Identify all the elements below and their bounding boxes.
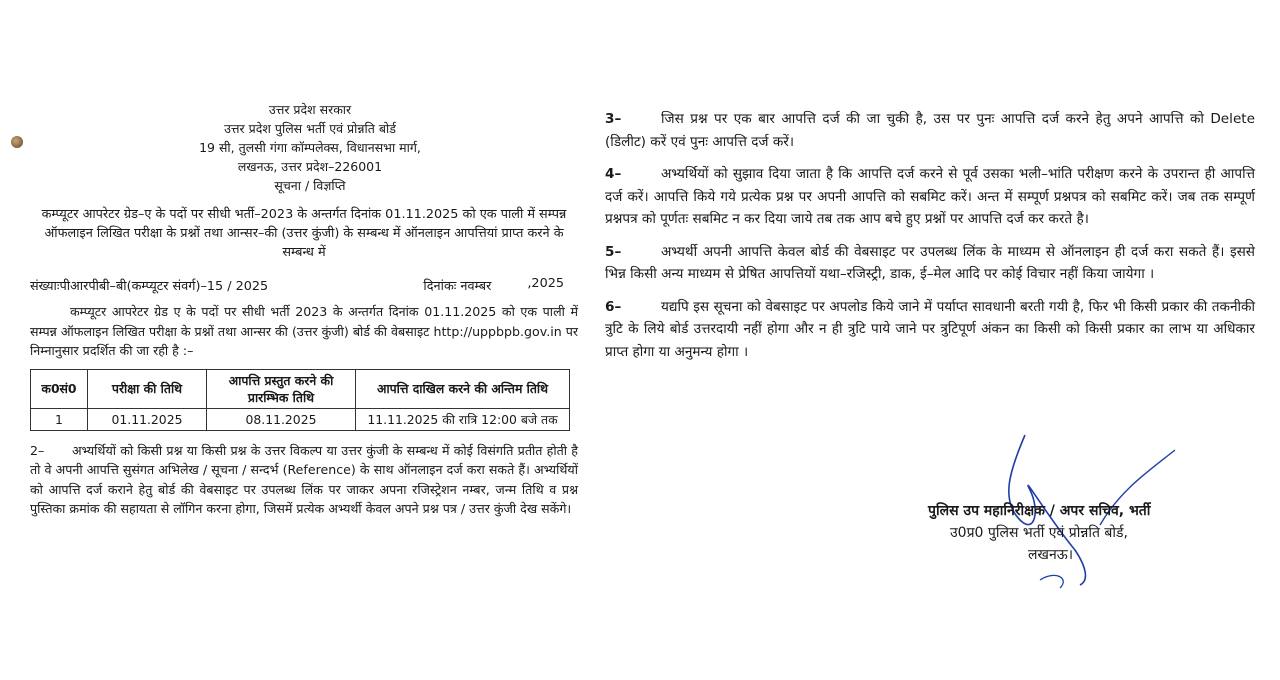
reference-date bbox=[423, 276, 564, 294]
signatory-office: उ0प्र0 पुलिस भर्ती एवं प्रोन्नति बोर्ड, bbox=[950, 525, 1128, 541]
punch-hole bbox=[11, 136, 23, 148]
date-label: दिनांकः नवम्बर bbox=[423, 279, 492, 294]
point-5 bbox=[605, 241, 1255, 286]
letterhead-govt: उत्तर प्रदेश सरकार bbox=[268, 102, 352, 117]
point-text: अभ्यर्थियों को किसी प्रश्न या किसी प्रश्न के उत्तर विकल्प या उत्तर कुंजी के सम्बन्ध में कोई विसंगति प्रतीत होती है तो वे अपनी आपत्ति सुसंगत अभिलेख / सूचना / सन्दर्भ (Reference) के साथ ऑनलाइन दर्ज करा सकते हैं। अभ्यर्थियों को आपत्ति दर्ज कराने हेतु बोर्ड की वेबसाइट पर उपलब्ध लिंक पर जाकर अपना रजिस्ट्रेशन नम्बर, जन्म तिथि व प्रश्न पुस्तिका क्रमांक की सहायता से लॉगिन करना होगा, जिसमें प्रत्येक अभ्यर्थी केवल अपने प्रश्न पत्र / उत्तर कुंजी देख सकेंगे। bbox=[30, 442, 578, 516]
point-text: अभ्यर्थियों को सुझाव दिया जाता है कि आपत्ति दर्ज करने से पूर्व उसका भली–भांति परीक्षण करने के उपरान्त ही आपत्ति दर्ज करें। आपत्ति किये गये प्रत्येक प्रश्न पर अपनी आपत्ति को सबमिट करें। अन्त में सम्पूर्ण प्रश्नपत्र को सबमिट करें। जब तक सम्पूर्ण प्रश्नपत्र को पूर्णतः सबमिट न कर दिया जाये तब तक आप बचे हुए प्रश्नों पर आपत्ति दर्ज कर करते है। bbox=[605, 166, 1255, 227]
point-text: यद्यपि इस सूचना को वेबसाइट पर अपलोड किये जाने में पर्याप्त सावधानी बरती गयी है, फिर भी किसी प्रकार की तकनीकी त्रुटि के लिये बोर्ड उत्तरदायी नहीं होगा और न ही त्रुटि पाये जाने पर त्रुटिपूर्ण अंकन का किसी को किसी प्रकार का लाभ या अधिकार प्राप्त होगा या अनुमन्य होगा । bbox=[605, 298, 1255, 360]
left-column bbox=[30, 100, 578, 519]
letterhead-city: लखनऊ, उत्तर प्रदेश–226001 bbox=[237, 159, 383, 174]
reference-number: संख्याःपीआरपीबी–बी(कम्प्यूटर संवर्ग)–15 / 2025 bbox=[30, 279, 269, 294]
table-header-cell: क0सं0 bbox=[31, 369, 88, 408]
table-cell: 08.11.2025 bbox=[207, 408, 356, 430]
schedule-table bbox=[30, 369, 570, 431]
point-3 bbox=[605, 108, 1255, 153]
notice-heading: सूचना / विज्ञप्ति bbox=[274, 178, 346, 193]
point-text: जिस प्रश्न पर एक बार आपत्ति दर्ज की जा चुकी है, उस पर पुनः आपत्ति दर्ज करने हेतु अपने आपत्ति को Delete (डिलीट) करें एवं पुनः आपत्ति दर्ज करें। bbox=[605, 111, 1255, 150]
table-row bbox=[31, 408, 570, 430]
point-number: 6– bbox=[605, 298, 622, 315]
point-2 bbox=[30, 441, 578, 519]
intro-text: कम्प्यूटर आपरेटर ग्रेड ए के पदों पर सीधी भर्ती 2023 के अन्तर्गत दिनांक 01.11.2025 को एक पाली में सम्पन्न ऑफलाइन लिखित परीक्षा के प्रश्नों तथा आन्सर की (उत्तर कुंजी) बोर्ड की वेबसाइट http://uppbpb.gov.in पर निम्नानुसार प्रदर्शित की जा रही है :– bbox=[30, 304, 578, 358]
signatory-title: पुलिस उप महानिरीक्षक / अपर सचिव, भर्ती bbox=[928, 503, 1151, 519]
table-header-cell: परीक्षा की तिथि bbox=[88, 369, 207, 408]
point-number: 4– bbox=[605, 166, 622, 182]
letterhead bbox=[42, 100, 578, 195]
table-cell: 01.11.2025 bbox=[88, 408, 207, 430]
point-number: 3– bbox=[605, 111, 622, 127]
signature-block bbox=[928, 500, 1228, 566]
point-number: 2– bbox=[30, 442, 45, 458]
reference-line bbox=[30, 276, 578, 294]
right-column bbox=[605, 108, 1255, 373]
table-header-row bbox=[31, 369, 570, 408]
point-text: अभ्यर्थी अपनी आपत्ति केवल बोर्ड की वेबसाइट पर उपलब्ध लिंक के माध्यम से ऑनलाइन ही दर्ज करा सकते हैं। इससे भिन्न किसी अन्य माध्यम से प्रेषित आपत्तियों यथा–रजिस्ट्री, डाक, ई–मेल आदि पर कोई विचार नहीं किया जायेगा । bbox=[605, 243, 1255, 282]
letterhead-board: उत्तर प्रदेश पुलिस भर्ती एवं प्रोन्नति बोर्ड bbox=[224, 121, 396, 136]
table-cell: 1 bbox=[31, 408, 88, 430]
table-header-cell: आपत्ति प्रस्तुत करने की प्रारम्भिक तिथि bbox=[207, 369, 356, 408]
signatory-city: लखनऊ। bbox=[1028, 547, 1074, 563]
subject-line: कम्प्यूटर आपरेटर ग्रेड–ए के पदों पर सीधी भर्ती–2023 के अन्तर्गत दिनांक 01.11.2025 को एक पाली में सम्पन्न ऑफलाइन लिखित परीक्षा के प्रश्नों तथा आन्सर–की (उत्तर कुंजी) के सम्बन्ध में ऑनलाइन आपत्तियां प्राप्त करने के सम्बन्ध में bbox=[41, 207, 567, 260]
table-header-cell: आपत्ति दाखिल करने की अन्तिम तिथि bbox=[356, 369, 570, 408]
letterhead-address: 19 सी, तुलसी गंगा कॉम्पलेक्स, विधानसभा मार्ग, bbox=[199, 140, 421, 155]
point-4 bbox=[605, 163, 1255, 231]
date-year: ,2025 bbox=[527, 276, 564, 291]
point-6 bbox=[605, 296, 1255, 364]
table-cell: 11.11.2025 की रात्रि 12:00 बजे तक bbox=[356, 408, 570, 430]
intro-paragraph bbox=[30, 302, 578, 361]
point-number: 5– bbox=[605, 243, 622, 260]
